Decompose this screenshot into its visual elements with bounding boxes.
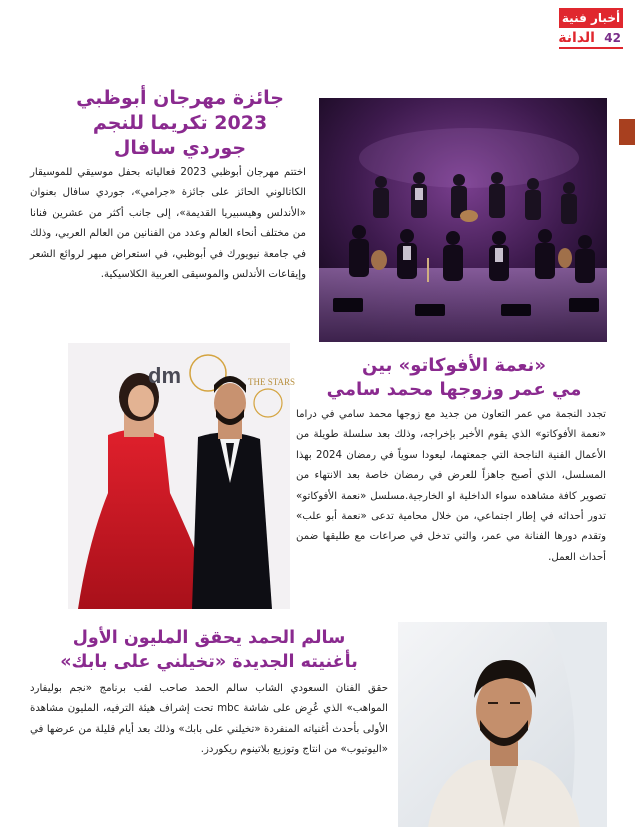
page-number: 42 [604, 31, 621, 45]
concert-photo [319, 98, 607, 342]
header-divider [559, 47, 623, 49]
article2-body: تجدد النجمة مي عمر التعاون من جديد مع زوجها محمد سامي في دراما «نعمة الأفوكاتو» الذي يقوم الأخير بإخراجه، وذلك بعد سلسلة طويلة من الأعمال الفنية الناجحة التي جمعتهما، ليعودا سوياً في رمضان 2024 بهذا المسلسل، الذي أصبح جاهزاً للعرض في رمضان خاصة بعد الانتهاء من تصوير كافة مشاهده سواء الداخلية او الخارجية.مسلسل «نعمة الأفوكاتو» تدور أحداثه في إطار اجتماعي، من خلال محامية تدعى «نعمة أبو علب» وتقدم دورها الفنانة مي عمر، والتي تدخل في صراعات مع طليقها ضمن أحداث العمل. [296, 409, 606, 563]
photo-backdrop-logo: dm [148, 363, 181, 388]
side-tab-marker [619, 119, 635, 145]
article2-title-line1: «نعمة الأفوكاتو» بين [362, 355, 546, 376]
brand-logo: الدانة [558, 30, 595, 46]
article3-body: حقق الفنان السعودي الشاب سالم الحمد صاحب لقب برنامج «نجم بوليفارد المواهب» الذي عُرِض على شاشة mbc تحت إشراف هيئة الترفيه، المليون مشاهدة الأولى بأحدث أغنياته المنفردة «تخيلني على بابك» وذلك بعد أيام قليلة من عرضها في «اليوتيوب» من انتاج وتوزيع بلاتينوم ريكوردز. [30, 683, 388, 756]
article1-body: اختتم مهرجان أبوظبي 2023 فعالياته بحفل موسيقي للموسيقار الكاتالوني الحائز على جائزة «جرامي»، جوردي سافال بعنوان «الأندلس وهيسبيريا القديمة»، إلى جانب أكثر من عشرين فنانا من مختلف أنحاء العالم وعدد من الفنانين من العالم العربي، وذلك في جامعة نيويورك في أبوظبي، في استعراض مبهر لروائع الشعر وإيقاعات الأندلس والموسيقى العربية الكلاسيكية. [30, 167, 306, 281]
section-label: أخبار فنية [559, 8, 623, 28]
photo-backdrop-text: THE STARS [248, 377, 296, 387]
singer-photo [398, 622, 607, 827]
article2-title-line2: مي عمر وزوجها محمد سامي [326, 379, 582, 400]
article1-title-line2: 2023 تكريما للنجم [92, 112, 268, 134]
article1-title-line1: جائزة مهرجان أبوظبي [76, 87, 284, 109]
article2-title [296, 354, 612, 402]
article1-title-line3: جوردي سافال [113, 137, 247, 159]
article3-title [30, 626, 388, 674]
article3-title-line2: بأغنيته الجديدة «تخيلني على بابك» [60, 652, 358, 672]
article1-title [55, 86, 305, 161]
couple-photo [68, 343, 296, 609]
article3-title-line1: سالم الحمد يحقق المليون الأول [72, 628, 346, 648]
